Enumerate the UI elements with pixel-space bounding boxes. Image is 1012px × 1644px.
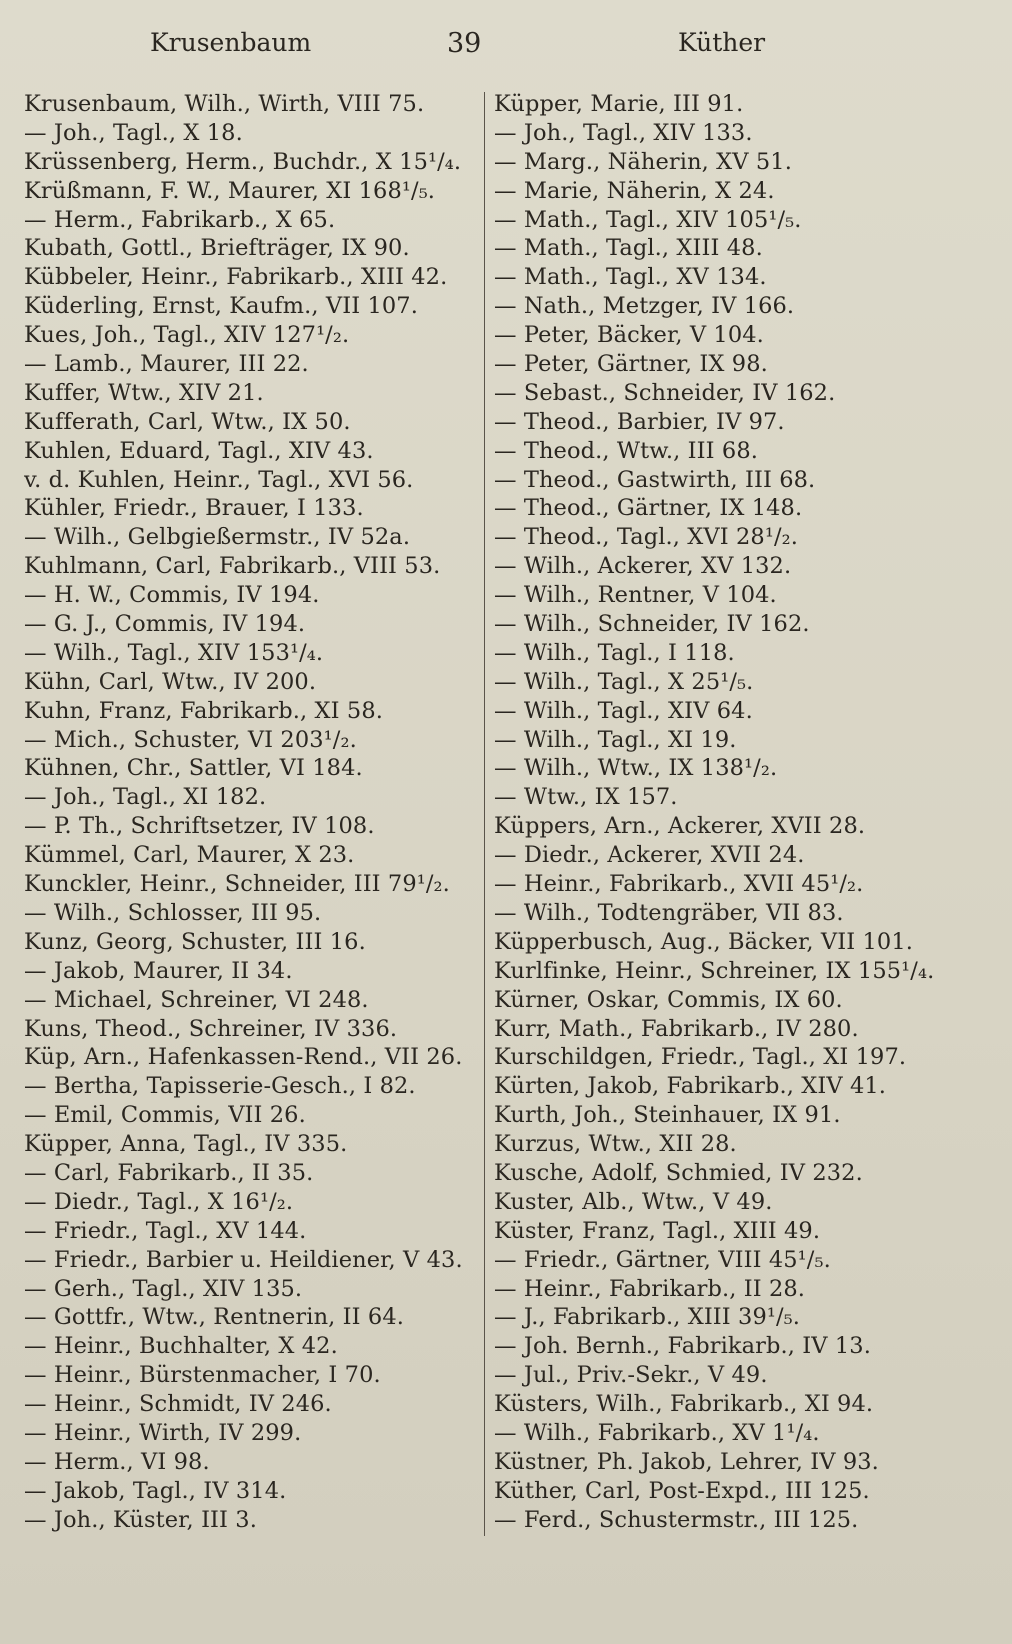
- directory-entry: — H. W., Commis, IV 194.: [24, 582, 320, 609]
- directory-entry: — Nath., Metzger, IV 166.: [494, 293, 795, 320]
- directory-entry: — Michael, Schreiner, VI 248.: [24, 986, 369, 1013]
- directory-entry: Küsters, Wilh., Fabrikarb., XI 94.: [494, 1391, 874, 1418]
- directory-entry: — Gottfr., Wtw., Rentnerin, II 64.: [24, 1304, 404, 1331]
- directory-entry: Kühnen, Chr., Sattler, VI 184.: [24, 755, 363, 782]
- directory-entry: — Gerh., Tagl., XIV 135.: [24, 1275, 303, 1302]
- directory-entry: Küstner, Ph. Jakob, Lehrer, IV 93.: [494, 1448, 879, 1475]
- directory-entry: — Herm., VI 98.: [24, 1448, 210, 1475]
- directory-entry: Kübbeler, Heinr., Fabrikarb., XIII 42.: [24, 264, 448, 291]
- directory-entry: — Math., Tagl., XIII 48.: [494, 235, 763, 262]
- directory-entry: Kürten, Jakob, Fabrikarb., XIV 41.: [494, 1073, 887, 1100]
- directory-entry: Kuhlen, Eduard, Tagl., XIV 43.: [24, 437, 374, 464]
- directory-entry: Kuster, Alb., Wtw., V 49.: [494, 1188, 773, 1215]
- directory-entry: Kühn, Carl, Wtw., IV 200.: [24, 668, 317, 695]
- directory-entry: Kurzus, Wtw., XII 28.: [494, 1131, 737, 1158]
- directory-entry: — Carl, Fabrikarb., II 35.: [24, 1159, 314, 1186]
- directory-entry: — Theod., Wtw., III 68.: [494, 437, 758, 464]
- directory-entry: — Joh., Tagl., XIV 133.: [494, 119, 753, 146]
- directory-entry: — Friedr., Barbier u. Heildiener, V 43.: [24, 1246, 463, 1273]
- directory-entry: — Herm., Fabrikarb., X 65.: [24, 206, 336, 233]
- directory-entry: — Wilh., Todtengräber, VII 83.: [494, 899, 844, 926]
- directory-entry: — Wtw., IX 157.: [494, 784, 678, 811]
- directory-entry: — Peter, Bäcker, V 104.: [494, 322, 764, 349]
- directory-entry: — Heinr., Wirth, IV 299.: [24, 1419, 302, 1446]
- directory-entry: Kuhlmann, Carl, Fabrikarb., VIII 53.: [24, 553, 441, 580]
- directory-entry: — Friedr., Tagl., XV 144.: [24, 1217, 307, 1244]
- header-first-entry: Krusenbaum: [150, 28, 312, 57]
- directory-entry: — Friedr., Gärtner, VIII 45¹/₅.: [494, 1246, 831, 1273]
- right-column: [494, 90, 994, 1535]
- directory-entry: Kuffer, Wtw., XIV 21.: [24, 379, 264, 406]
- directory-entry: Kues, Joh., Tagl., XIV 127¹/₂.: [24, 322, 350, 349]
- directory-entry: Kuhn, Franz, Fabrikarb., XI 58.: [24, 697, 383, 724]
- directory-entry: — Wilh., Gelbgießermstr., IV 52a.: [24, 524, 411, 551]
- directory-entry: Küster, Franz, Tagl., XIII 49.: [494, 1217, 821, 1244]
- page-header: [0, 28, 1012, 68]
- directory-entry: — Peter, Gärtner, IX 98.: [494, 351, 768, 378]
- directory-entry: — Wilh., Wtw., IX 138¹/₂.: [494, 755, 778, 782]
- directory-entry: Kümmel, Carl, Maurer, X 23.: [24, 842, 355, 869]
- directory-entry: — Diedr., Tagl., X 16¹/₂.: [24, 1188, 294, 1215]
- directory-entry: — Math., Tagl., XIV 105¹/₅.: [494, 206, 802, 233]
- directory-entry: — Wilh., Rentner, V 104.: [494, 582, 777, 609]
- directory-entry: — Heinr., Fabrikarb., XVII 45¹/₂.: [494, 871, 864, 898]
- directory-entry: Kurlfinke, Heinr., Schreiner, IX 155¹/₄.: [494, 957, 935, 984]
- directory-entry: — J., Fabrikarb., XIII 39¹/₅.: [494, 1304, 801, 1331]
- directory-entry: — Heinr., Buchhalter, X 42.: [24, 1333, 338, 1360]
- directory-entry: — Wilh., Schneider, IV 162.: [494, 611, 810, 638]
- directory-entry: — Wilh., Fabrikarb., XV 1¹/₄.: [494, 1419, 820, 1446]
- directory-entry: — Wilh., Tagl., XI 19.: [494, 726, 737, 753]
- directory-entry: Kusche, Adolf, Schmied, IV 232.: [494, 1159, 863, 1186]
- header-last-entry: Küther: [678, 28, 766, 57]
- column-divider: [484, 92, 485, 1536]
- directory-entry: — Ferd., Schustermstr., III 125.: [494, 1506, 859, 1533]
- directory-entry: Kurr, Math., Fabrikarb., IV 280.: [494, 1015, 859, 1042]
- directory-entry: Küp, Arn., Hafenkassen-Rend., VII 26.: [24, 1044, 463, 1071]
- directory-entry: Kunckler, Heinr., Schneider, III 79¹/₂.: [24, 871, 450, 898]
- directory-entry: Krusenbaum, Wilh., Wirth, VIII 75.: [24, 91, 425, 117]
- directory-entry: — Heinr., Fabrikarb., II 28.: [494, 1275, 806, 1302]
- directory-entry: — G. J., Commis, IV 194.: [24, 611, 306, 638]
- directory-entry: — Marg., Näherin, XV 51.: [494, 148, 792, 175]
- directory-entry: — Emil, Commis, VII 26.: [24, 1102, 306, 1129]
- directory-entry: Kubath, Gottl., Briefträger, IX 90.: [24, 235, 410, 262]
- directory-entry: — Theod., Gastwirth, III 68.: [494, 466, 816, 493]
- directory-entry: — Heinr., Schmidt, IV 246.: [24, 1391, 332, 1418]
- directory-entry: Kunz, Georg, Schuster, III 16.: [24, 928, 366, 955]
- page-number: 39: [447, 28, 482, 59]
- directory-entry: — Mich., Schuster, VI 203¹/₂.: [24, 726, 357, 753]
- directory-entry: Krüßmann, F. W., Maurer, XI 168¹/₅.: [24, 177, 436, 204]
- directory-entry: — Heinr., Bürstenmacher, I 70.: [24, 1362, 381, 1389]
- directory-entry: Kühler, Friedr., Brauer, I 133.: [24, 495, 364, 522]
- directory-entry: Kurth, Joh., Steinhauer, IX 91.: [494, 1102, 841, 1129]
- directory-entry: — Marie, Näherin, X 24.: [494, 177, 775, 204]
- directory-entry: — P. Th., Schriftsetzer, IV 108.: [24, 813, 375, 840]
- directory-entry: — Joh., Tagl., XI 182.: [24, 784, 267, 811]
- directory-entry: — Wilh., Ackerer, XV 132.: [494, 553, 792, 580]
- directory-entry: Küpper, Marie, III 91.: [494, 91, 744, 117]
- directory-entry: Küpperbusch, Aug., Bäcker, VII 101.: [494, 928, 913, 955]
- directory-entry: Krüssenberg, Herm., Buchdr., X 15¹/₄.: [24, 148, 462, 175]
- directory-entry: — Theod., Barbier, IV 97.: [494, 408, 785, 435]
- directory-entry: — Lamb., Maurer, III 22.: [24, 351, 309, 378]
- directory-entry: — Math., Tagl., XV 134.: [494, 264, 767, 291]
- directory-entry: — Wilh., Tagl., XIV 64.: [494, 697, 753, 724]
- directory-entry: v. d. Kuhlen, Heinr., Tagl., XVI 56.: [24, 466, 414, 493]
- directory-entry: — Diedr., Ackerer, XVII 24.: [494, 842, 805, 869]
- directory-entry: — Theod., Gärtner, IX 148.: [494, 495, 803, 522]
- directory-entry: — Joh., Küster, III 3.: [24, 1506, 257, 1533]
- directory-entry: Kuns, Theod., Schreiner, IV 336.: [24, 1015, 398, 1042]
- directory-entry: — Theod., Tagl., XVI 28¹/₂.: [494, 524, 799, 551]
- directory-entry: — Bertha, Tapisserie-Gesch., I 82.: [24, 1073, 416, 1100]
- directory-entry: Kurschildgen, Friedr., Tagl., XI 197.: [494, 1044, 907, 1071]
- directory-entry: Küther, Carl, Post-Expd., III 125.: [494, 1477, 870, 1504]
- directory-entry: — Joh. Bernh., Fabrikarb., IV 13.: [494, 1333, 871, 1360]
- directory-entry: — Wilh., Tagl., X 25¹/₅.: [494, 668, 754, 695]
- directory-entry: — Sebast., Schneider, IV 162.: [494, 379, 836, 406]
- directory-entry: Kürner, Oskar, Commis, IX 60.: [494, 986, 843, 1013]
- directory-entry: — Jakob, Maurer, II 34.: [24, 957, 293, 984]
- left-column: [24, 90, 480, 1535]
- directory-entry: — Jakob, Tagl., IV 314.: [24, 1477, 287, 1504]
- directory-entry: Küderling, Ernst, Kaufm., VII 107.: [24, 293, 418, 320]
- directory-entry: Küppers, Arn., Ackerer, XVII 28.: [494, 813, 866, 840]
- directory-entry: Kufferath, Carl, Wtw., IX 50.: [24, 408, 351, 435]
- directory-entry: — Joh., Tagl., X 18.: [24, 119, 243, 146]
- directory-entry: — Wilh., Tagl., I 118.: [494, 639, 735, 666]
- directory-entry: — Jul., Priv.-Sekr., V 49.: [494, 1362, 768, 1389]
- directory-entry: — Wilh., Schlosser, III 95.: [24, 899, 322, 926]
- directory-entry: — Wilh., Tagl., XIV 153¹/₄.: [24, 639, 324, 666]
- directory-entry: Küpper, Anna, Tagl., IV 335.: [24, 1131, 348, 1158]
